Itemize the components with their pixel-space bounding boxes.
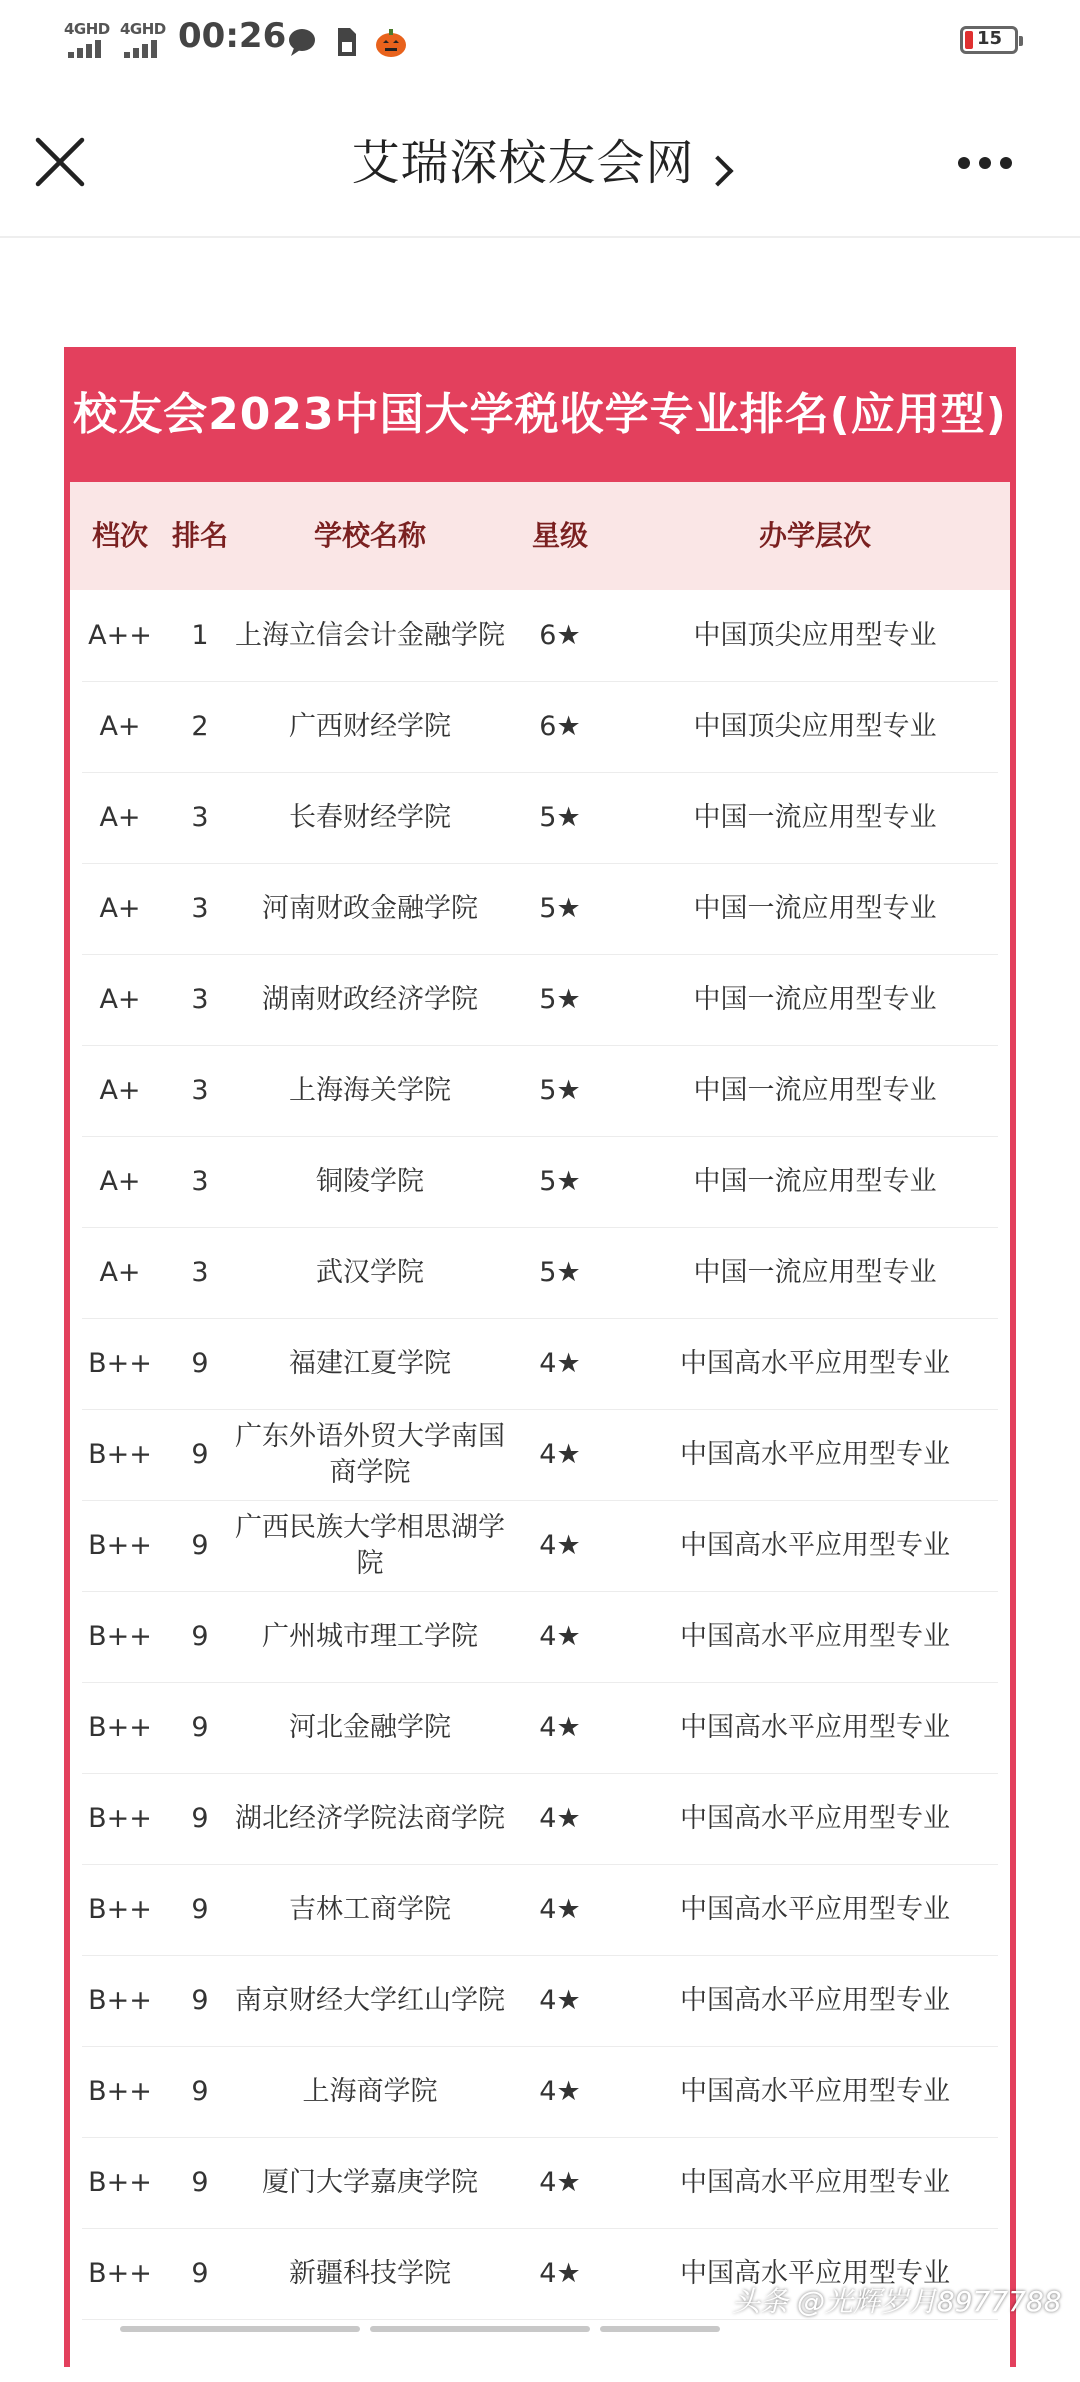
battery-level: 15	[977, 28, 1003, 49]
cell-school: 河南财政金融学院	[262, 892, 478, 924]
cell-rank: 9	[191, 2075, 209, 2107]
table-row	[82, 1045, 998, 1137]
cell-star: 4★	[539, 1620, 581, 1652]
cell-star: 4★	[539, 1347, 581, 1379]
cell-level: 中国高水平应用型专业	[680, 1529, 950, 1561]
cell-school: 长春财经学院	[289, 801, 451, 833]
cell-school: 上海海关学院	[289, 1074, 451, 1106]
cell-level: 中国高水平应用型专业	[680, 2166, 950, 2198]
header-rank: 排名	[171, 519, 228, 552]
battery-icon	[960, 26, 1018, 54]
cell-star: 4★	[539, 1529, 581, 1561]
scroll-indicator	[120, 2326, 970, 2332]
cell-level: 中国高水平应用型专业	[680, 1347, 950, 1379]
table-row	[82, 1136, 998, 1228]
table-row	[82, 1227, 998, 1319]
cell-grade: A+	[99, 1256, 141, 1288]
cell-rank: 9	[191, 1893, 209, 1925]
cell-grade: A+	[99, 801, 141, 833]
cell-rank: 3	[191, 892, 209, 924]
cell-school: 广州城市理工学院	[262, 1620, 478, 1652]
cell-school: 广西财经学院	[289, 710, 451, 742]
signal-1-icon	[64, 20, 120, 60]
cell-rank: 9	[191, 1438, 209, 1470]
more-button[interactable]	[958, 154, 1022, 178]
chevron-right-icon	[702, 155, 733, 186]
ranking-title: 校友会2023中国大学税收学专业排名(应用型)	[73, 389, 1007, 440]
header-level: 办学层次	[758, 519, 871, 552]
cell-star: 4★	[539, 1893, 581, 1925]
table-row	[82, 1864, 998, 1956]
table-row	[82, 1682, 998, 1774]
cell-rank: 3	[191, 801, 209, 833]
cell-school: 广西民族大学相思湖学院	[235, 1511, 505, 1579]
cell-grade: B++	[88, 1347, 152, 1379]
cell-star: 4★	[539, 2257, 581, 2289]
cell-grade: A+	[99, 892, 141, 924]
cell-level: 中国高水平应用型专业	[680, 1984, 950, 2016]
table-row	[82, 1955, 998, 2047]
cell-level: 中国一流应用型专业	[693, 801, 937, 833]
signal-2-icon	[120, 20, 176, 60]
watermark: 头条 @光辉岁月8977788	[732, 2285, 1062, 2318]
cell-grade: B++	[88, 1438, 152, 1470]
header-star: 星级	[531, 519, 588, 552]
cell-level: 中国一流应用型专业	[693, 1165, 937, 1197]
cell-level: 中国高水平应用型专业	[680, 2257, 950, 2289]
cell-school: 河北金融学院	[289, 1711, 451, 1743]
table-row	[82, 590, 998, 682]
cell-rank: 9	[191, 2257, 209, 2289]
cell-star: 4★	[539, 2166, 581, 2198]
cell-star: 4★	[539, 2075, 581, 2107]
signal-1-label: 4GHD	[64, 20, 110, 38]
cell-level: 中国高水平应用型专业	[680, 1620, 950, 1652]
cell-grade: B++	[88, 1802, 152, 1834]
page-title-link[interactable]	[0, 124, 1080, 193]
status-time: 00:26	[178, 16, 287, 56]
cell-school: 福建江夏学院	[289, 1347, 451, 1379]
cell-level: 中国顶尖应用型专业	[693, 619, 937, 651]
cell-star: 5★	[539, 1074, 581, 1106]
cell-level: 中国高水平应用型专业	[680, 1711, 950, 1743]
table-header	[70, 482, 1010, 590]
cell-rank: 9	[191, 1711, 209, 1743]
cell-rank: 9	[191, 1347, 209, 1379]
table-row	[82, 1773, 998, 1865]
cell-rank: 2	[191, 710, 209, 742]
cell-school: 上海商学院	[302, 2075, 438, 2107]
cell-grade: A+	[99, 983, 141, 1015]
cell-rank: 9	[191, 1529, 209, 1561]
table-row	[82, 954, 998, 1046]
more-dots-icon	[958, 154, 1021, 173]
table-row	[82, 681, 998, 773]
cell-grade: B++	[88, 1620, 152, 1652]
cell-rank: 3	[191, 1256, 209, 1288]
cell-school: 新疆科技学院	[289, 2257, 451, 2289]
cell-rank: 3	[191, 1074, 209, 1106]
cell-level: 中国一流应用型专业	[693, 1074, 937, 1106]
cell-level: 中国高水平应用型专业	[680, 2075, 950, 2107]
cell-school: 武汉学院	[316, 1256, 424, 1288]
cell-school: 南京财经大学红山学院	[235, 1984, 505, 2016]
cell-rank: 9	[191, 1984, 209, 2016]
nav-bar	[0, 80, 1080, 238]
cell-star: 5★	[539, 801, 581, 833]
cell-level: 中国高水平应用型专业	[680, 1802, 950, 1834]
cell-level: 中国一流应用型专业	[693, 1256, 937, 1288]
table-row	[82, 863, 998, 955]
cell-level: 中国一流应用型专业	[693, 892, 937, 924]
cell-star: 5★	[539, 983, 581, 1015]
cell-rank: 1	[191, 619, 209, 651]
ranking-card	[64, 347, 1016, 2367]
cell-grade: A++	[88, 619, 152, 651]
cell-star: 6★	[539, 710, 581, 742]
cell-grade: A+	[99, 1165, 141, 1197]
cell-star: 4★	[539, 1802, 581, 1834]
cell-grade: B++	[88, 1529, 152, 1561]
cell-school: 铜陵学院	[316, 1165, 424, 1197]
cell-star: 5★	[539, 1165, 581, 1197]
cell-rank: 9	[191, 2166, 209, 2198]
cell-rank: 9	[191, 1802, 209, 1834]
pumpkin-icon	[374, 26, 408, 62]
ranking-table	[70, 482, 1010, 2382]
cell-star: 5★	[539, 1256, 581, 1288]
signal-2-label: 4GHD	[120, 20, 166, 38]
cell-school: 广东外语外贸大学南国商学院	[235, 1420, 505, 1488]
cell-grade: B++	[88, 2166, 152, 2198]
sim-icon	[334, 26, 358, 62]
status-bar	[0, 0, 1080, 80]
table-row	[82, 1591, 998, 1683]
cell-rank: 9	[191, 1620, 209, 1652]
table-row	[82, 1318, 998, 1410]
table-row	[82, 772, 998, 864]
cell-rank: 3	[191, 1165, 209, 1197]
header-school: 学校名称	[313, 519, 426, 552]
cell-grade: B++	[88, 2257, 152, 2289]
table-row	[82, 2046, 998, 2138]
cell-grade: A+	[99, 710, 141, 742]
cell-school: 湖南财政经济学院	[262, 983, 478, 1015]
cell-level: 中国高水平应用型专业	[680, 1438, 950, 1470]
table-row	[82, 1500, 998, 1592]
cell-school: 吉林工商学院	[289, 1893, 451, 1925]
cell-school: 湖北经济学院法商学院	[235, 1802, 505, 1834]
chat-bubble-icon	[286, 26, 318, 62]
cell-level: 中国一流应用型专业	[693, 983, 937, 1015]
cell-school: 上海立信会计金融学院	[235, 619, 505, 651]
cell-grade: B++	[88, 2075, 152, 2107]
cell-star: 6★	[539, 619, 581, 651]
cell-grade: B++	[88, 1893, 152, 1925]
cell-star: 4★	[539, 1711, 581, 1743]
cell-star: 4★	[539, 1438, 581, 1470]
cell-star: 4★	[539, 1984, 581, 2016]
page-title: 艾瑞深校友会网	[351, 135, 695, 191]
cell-school: 厦门大学嘉庚学院	[262, 2166, 478, 2198]
table-row	[82, 2137, 998, 2229]
cell-level: 中国顶尖应用型专业	[693, 710, 937, 742]
header-grade: 档次	[91, 519, 148, 552]
cell-grade: B++	[88, 1984, 152, 2016]
cell-star: 5★	[539, 892, 581, 924]
cell-level: 中国高水平应用型专业	[680, 1893, 950, 1925]
cell-rank: 3	[191, 983, 209, 1015]
table-row	[82, 1409, 998, 1501]
cell-grade: B++	[88, 1711, 152, 1743]
cell-grade: A+	[99, 1074, 141, 1106]
